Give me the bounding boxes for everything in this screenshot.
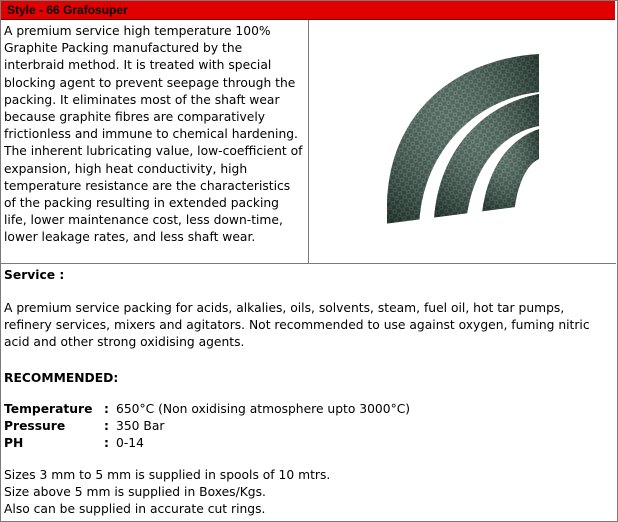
service-text: A premium service packing for acids, alkalies, oils, solvents, steam, fuel oil, hot tar pumps, refinery services, mixers and agitators. Not recommended to use against oxygen, fuming nitric acid and other strong oxidising agents. xyxy=(4,301,590,349)
graphite-packing-rope-image xyxy=(384,54,539,234)
recommended-heading: RECOMMENDED: xyxy=(4,371,119,385)
title-bar xyxy=(1,1,615,20)
supply-line: Sizes 3 mm to 5 mm is supplied in spools of 10 mtrs. xyxy=(4,468,331,482)
service-heading: Service : xyxy=(4,268,65,282)
product-title: Style - 66 Grafosuper xyxy=(7,3,128,17)
spec-colon: : xyxy=(104,436,109,450)
spec-colon: : xyxy=(104,402,109,416)
product-description: A premium service high temperature 100% Graphite Packing manufactured by the interbraid method. It is treated with special blocking agent to prevent seepage through the packing. It eliminates most of the shaft wear because graphite fibres are comparatively frictionless and immune to chemical hardening. The inherent lubricating value, low-coefficient of expansion, high heat conductivity, high temperature resistance are the characteristics of the packing resulting in extended packing life, lower maintenance cost, less down-time, lower leakage rates, and less shaft wear. xyxy=(4,24,303,245)
spec-label-temperature: Temperature xyxy=(4,402,93,416)
spec-value-ph: 0-14 xyxy=(116,436,144,450)
product-image-cell xyxy=(309,20,616,263)
supply-line: Size above 5 mm is supplied in Boxes/Kgs. xyxy=(4,485,266,499)
spec-label-pressure: Pressure xyxy=(4,419,66,433)
spec-colon: : xyxy=(104,419,109,433)
service-section xyxy=(0,264,616,520)
spec-label-ph: PH xyxy=(4,436,24,450)
supply-line: Also can be supplied in accurate cut rings. xyxy=(4,502,266,516)
spec-value-temperature: 650°C (Non oxidising atmosphere upto 3000°C) xyxy=(116,402,411,416)
spec-value-pressure: 350 Bar xyxy=(116,419,165,433)
